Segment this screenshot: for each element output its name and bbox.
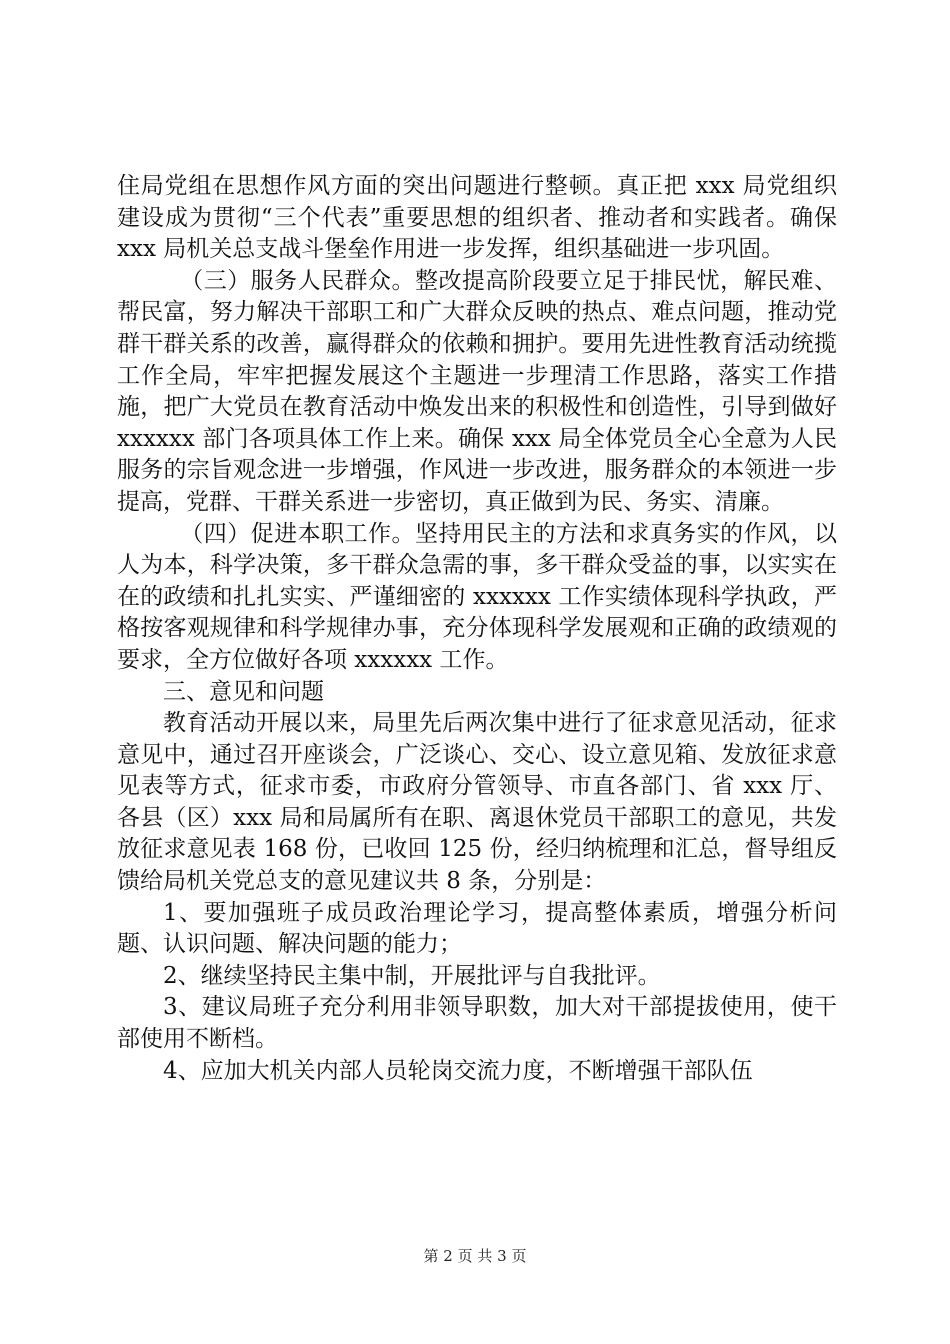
page-number-footer: 第 2 页 共 3 页 <box>423 1247 527 1265</box>
section-heading-opinions: 三、意见和问题 <box>163 678 324 705</box>
paragraph-opinions-intro: 教育活动开展以来，局里先后两次集中进行了征求意见活动，征求意见中，通过召开座谈会，广泛谈心、交心、设立意见箱、发放征求意见表等方式，征求市委，市政府分管领导、市直各部门、省 xxx 厅、各县（区）xxx 局和局属所有在职、离退休党员干部职工的意见，共发放征求意见表 168 份，已收回 125 份，经归纳梳理和汇总，督导组反馈给局机关党总支的意见建议共 8 条，分别是： <box>117 710 837 895</box>
list-item-1: 1、要加强班子成员政治理论学习，提高整体素质，增强分析问题、认识问题、解决问题的能力； <box>117 899 837 958</box>
list-item-2: 2、继续坚持民主集中制，开展批评与自我批评。 <box>163 962 661 989</box>
paragraph-section-3: （三）服务人民群众。整改提高阶段要立足于排民忧，解民难、帮民富，努力解决干部职工和广大群众反映的热点、难点问题，推动党群干群关系的改善，赢得群众的依赖和拥护。要用先进性教育活动统揽工作全局，牢牢把握发展这个主题进一步理清工作思路，落实工作措施，把广大党员在教育活动中焕发出来的积极性和创造性，引导到做好 xxxxxx 部门各项具体工作上来。确保 xxx 局全体党员全心全意为人民服务的宗旨观念进一步增强，作风进一步改进，服务群众的本领进一步提高，党群、干群关系进一步密切，真正做到为民、务实、清廉。 <box>117 267 837 515</box>
list-item-4: 4、应加大机关内部人员轮岗交流力度，不断增强干部队伍 <box>163 1057 753 1084</box>
list-item-3: 3、建议局班子充分利用非领导职数，加大对干部提拔使用，使干部使用不断档。 <box>117 994 837 1053</box>
paragraph-continuation: 住局党组在思想作风方面的突出问题进行整顿。真正把 xxx 局党组织建设成为贯彻“三个代表”重要思想的组织者、推动者和实践者。确保 xxx 局机关总支战斗堡垒作用进一步发挥，组织基础进一步巩固。 <box>117 173 837 263</box>
paragraph-section-4: （四）促进本职工作。坚持用民主的方法和求真务实的作风，以人为本，科学决策，多干群众急需的事，多干群众受益的事，以实实在在的政绩和扎扎实实、严谨细密的 xxxxxx 工作实绩体现科学执政，严格按客观规律和科学规律办事，充分体现科学发展观和正确的政绩观的要求，全方位做好各项 xxxxxx 工作。 <box>117 520 837 673</box>
document-body <box>117 171 837 1087</box>
